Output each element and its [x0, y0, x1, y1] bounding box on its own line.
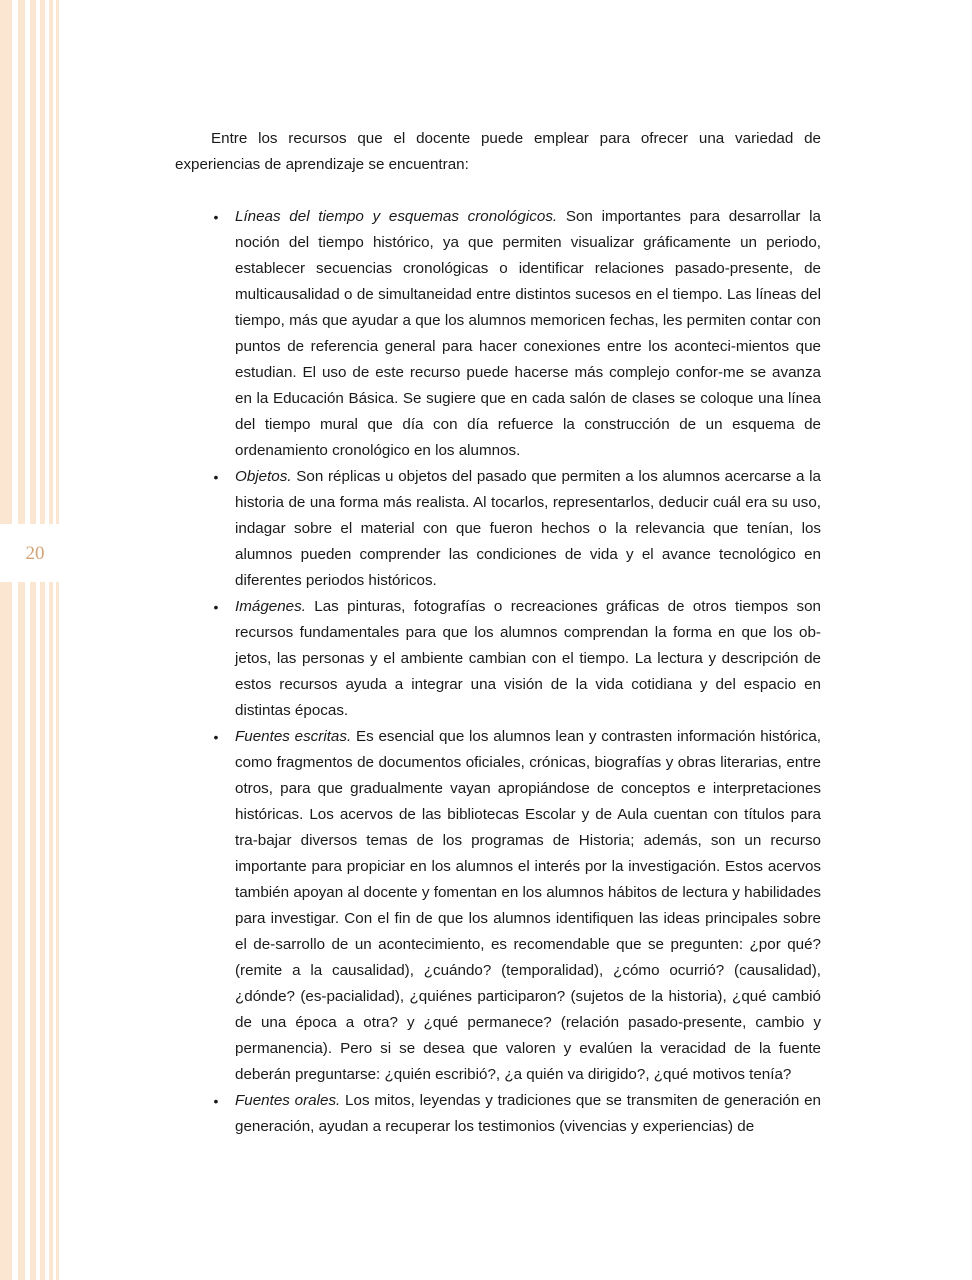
- item-title: Líneas del tiempo y esquemas cronológicos.: [235, 208, 558, 225]
- list-item: [175, 594, 821, 724]
- margin-stripes: [0, 0, 60, 1280]
- bullet-icon: •: [213, 209, 219, 225]
- bullet-icon: •: [213, 729, 219, 745]
- list-item: [175, 204, 821, 464]
- item-title: Imágenes.: [235, 598, 306, 615]
- list-item: [175, 464, 821, 594]
- resource-list: [175, 204, 821, 1140]
- body-text: [175, 126, 821, 1140]
- list-item: [175, 1088, 821, 1140]
- item-text: Son réplicas u objetos del pasado que permiten a los alumnos acercarse a la historia de una forma más realista. Al tocarlos, representarlos, deducir cuál era su uso, indagar sobre el material con que fueron hechos o la relevancia que tenían, los alumnos pueden comprender las condiciones de vida y el avance tecnológico en diferentes periodos históricos.: [235, 468, 821, 589]
- item-title: Fuentes escritas.: [235, 728, 352, 745]
- list-item: [175, 724, 821, 1088]
- item-text: Son importantes para desarrollar la noción del tiempo histórico, ya que permiten visualizar gráficamente un periodo, establecer secuencias cronológicas o identificar relaciones pasado-presente, de multicausalidad o de simultaneidad entre distintos sucesos en el tiempo. Las líneas del tiempo, más que ayudar a que los alumnos memoricen fechas, les permiten contar con puntos de referencia general para hacer conexiones entre los aconteci-mientos que estudian. El uso de este recurso puede hacerse más complejo confor-me se avanza en la Educación Básica. Se sugiere que en cada salón de clases se coloque una línea del tiempo mural que día con día refuerce la construcción de un esquema de ordenamiento cronológico en los alumnos.: [235, 208, 822, 459]
- intro-paragraph: Entre los recursos que el docente puede emplear para ofrecer una variedad de experiencias de aprendizaje se encuentran:: [175, 130, 821, 173]
- item-title: Fuentes orales.: [235, 1092, 341, 1109]
- bullet-icon: •: [213, 469, 219, 485]
- item-text: Es esencial que los alumnos lean y contrasten información histórica, como fragmentos de documentos oficiales, crónicas, biografías y obras literarias, entre otros, para que gradualmente vayan apropiándose de conceptos e interpretaciones históricas. Los acervos de las bibliotecas Escolar y de Aula cuentan con títulos para tra-bajar diversos temas de los programas de Historia; además, son un recurso importante para propiciar en los alumnos el interés por la investigación. Estos acervos también apoyan al docente y fomentan en los alumnos hábitos de lectura y habilidades para investigar. Con el fin de que los alumnos identifiquen las ideas principales sobre el de-sarrollo de un acontecimiento, es recomendable que se pregunten: ¿por qué? (remite a la causalidad), ¿cuándo? (temporalidad), ¿cómo ocurrió? (causalidad), ¿dónde? (es-pacialidad), ¿quiénes participaron? (sujetos de la historia), ¿qué cambió de una época a otra? y ¿qué permanece? (relación pasado-presente, cambio y permanencia). Pero si se desea que valoren y evalúen la veracidad de la fuente deberán preguntarse: ¿quién escribió?, ¿a quién va dirigido?, ¿qué motivos tenía?: [235, 728, 821, 1083]
- bullet-icon: •: [213, 599, 219, 615]
- bullet-icon: •: [213, 1093, 219, 1109]
- item-text: Los mitos, leyendas y tradiciones que se transmiten de generación en generación, ayudan a recuperar los testimonios (vivencias y experiencias) de: [235, 1092, 822, 1135]
- item-title: Objetos.: [235, 468, 292, 485]
- page-number: 20: [18, 543, 52, 565]
- item-text: Las pinturas, fotografías o recreaciones gráficas de otros tiempos son recursos fundamentales para que los alumnos comprendan la forma en que los ob-jetos, las personas y el ambiente cambian con el tiempo. La lectura y descripción de estos recursos ayuda a integrar una visión de la vida cotidiana y del espacio en distintas épocas.: [235, 598, 821, 719]
